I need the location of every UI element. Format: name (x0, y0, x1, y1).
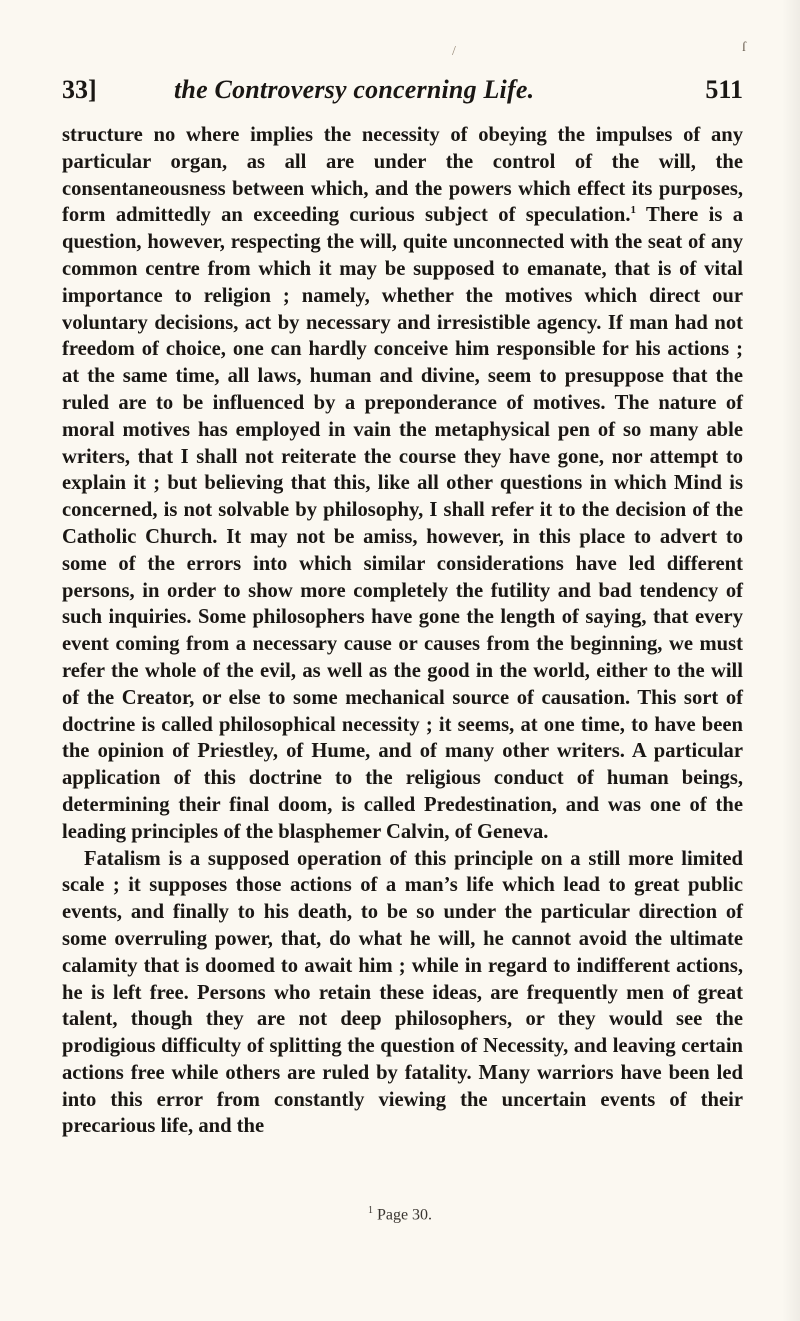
footnote (0, 1205, 800, 1224)
paragraph-1-text-a: structure no where implies the necessity of obeying the impulses of any particular organ, as all are under the control of the will, the consentaneousness between which, and the powers which effect its purposes, form admittedly an exceeding curious subject of speculation. (62, 124, 743, 227)
stray-mark-slash: / (452, 44, 456, 59)
running-header (62, 76, 743, 116)
paragraph-1-text-b: There is a question, however, respecting the will, quite unconnected with the seat of any common centre from which it may be supposed to emanate, that is of vital importance to religion ; namely, whether the motives which direct our voluntary decisions, act by necessary and irresistible agency. If man had not freedom of choice, one can hardly conceive him responsible for his actions ; at the same time, all laws, human and divine, seem to presuppose that the ruled are to be influenced by a preponderance of motives. The nature of moral motives has employed in vain the metaphysical pen of so many able writers, that I shall not reiterate the course they have gone, nor attempt to explain it ; but believing that this, like all other questions in which Mind is concerned, is not solvable by philosophy, I shall refer it to the decision of the Catholic Church. It may not be amiss, however, in this place to advert to some of the errors into which similar considerations have led different persons, in order to show more completely the futility and bad tendency of such inquiries. Some philosophers have gone the length of saying, that every event coming from a necessary cause or causes from the beginning, we must refer the whole of the evil, as well as the good in the world, either to the will of the Creator, or else to some mechanical source of causation. This sort of doctrine is called philosophical necessity ; it seems, at one time, to have been the opinion of Priestley, of Hume, and of many other writers. A particular application of this doctrine to the religious conduct of human beings, determining their final doom, is called Predestination, and was one of the leading principles of the blasphemer Calvin, of Geneva. (62, 204, 743, 843)
stray-mark-tick: ſ (742, 40, 746, 55)
chapter-number: 33] (62, 75, 97, 104)
footnote-mark: 1 (367, 1205, 373, 1216)
footnote-text: Page 30. (376, 1206, 433, 1224)
footnote-reference: 1 (630, 204, 636, 217)
body-text (62, 122, 743, 1140)
running-title: the Controversy concerning Life. (174, 75, 535, 104)
paragraph-2: Fatalism is a supposed operation of this principle on a still more limited scale ; it supposes those actions of a man’s life which lead to great public events, and finally to his death, to be so under the particular direction of some overruling power, that, do what he will, he cannot avoid the ultimate calamity that is doomed to await him ; while in regard to indifferent actions, he is left free. Persons who retain these ideas, are frequently men of great talent, though they are not deep philosophers, or they would see the prodigious difficulty of splitting the question of Necessity, and leaving certain actions free while others are ruled by fatality. Many warriors have been led into this error from constantly viewing the uncertain events of their precarious life, and the (62, 847, 743, 1138)
paragraph-1 (62, 122, 743, 846)
page-number: 511 (705, 75, 743, 104)
page-edge-shadow (782, 0, 800, 1321)
